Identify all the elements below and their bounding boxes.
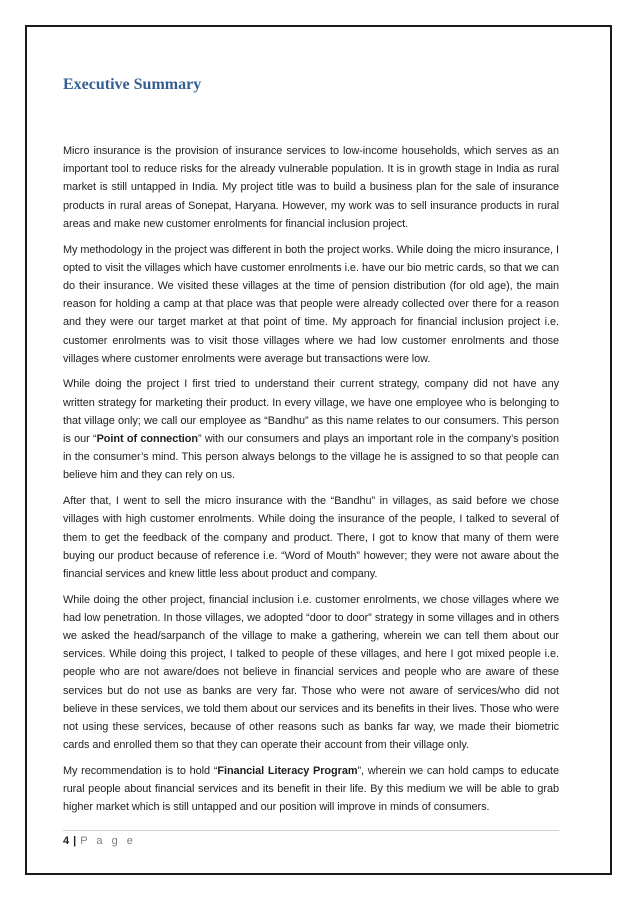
text-run: ”, wherein we can hold camps to educate rural people about financial services and its benefit in their life. By this medium we will be able to grab higher market which is still untapped and our position will improve in minds of consumers.: [63, 765, 559, 814]
paragraph-recommendation: [63, 762, 559, 817]
paragraph-feedback: After that, I went to sell the micro insurance with the “Bandhu” in villages, as said before we chose villages with high customer enrolments. While doing the insurance of the people, I talked to several of them to get the feedback of the company and product. There, I got to know that many of them were buying our product because of reference i.e. “Word of Mouth” however; they were not aware about the financial services and knew little less about product and company.: [63, 495, 559, 580]
paragraph-financial-inclusion: While doing the other project, financial inclusion i.e. customer enrolments, we chose villages where we had low penetration. In those villages, we adopted “door to door” strategy in some villages and in others we asked the head/sarpanch of the village to make a gathering, wherein we can tell them about our services. While doing this project, I talked to people of these villages, and here I got mixed people i.e. people who are not aware/does not believe in financial services and people who are aware of these services but do not use as banks are very far. Those who were not aware of services/who did not believe in these services, we told them about our services and its benefits in their lives. Those who were not using these services, because of other reasons such as banks far way, we made their biometric cards and enrolled them so that they can operate their account from their village only.: [63, 593, 559, 752]
bold-phrase-point-of-connection: Point of connection: [96, 433, 198, 446]
page-label: P a g e: [80, 835, 136, 847]
body-text: [63, 142, 559, 824]
text-run: My recommendation is to hold “: [63, 765, 218, 777]
text-run: ” with our consumers and plays an important role in the company’s position in the consumer’s mind. This person always belongs to the village he is assigned to so that people can believe him and they can rely on us.: [63, 433, 560, 482]
page-number: 4: [63, 835, 70, 847]
page-footer: [63, 835, 136, 847]
bold-phrase-financial-literacy-program: Financial Literacy Program: [217, 765, 358, 777]
section-heading: Executive Summary: [63, 76, 202, 93]
footer-separator: |: [73, 835, 77, 847]
paragraph-strategy: [63, 375, 559, 484]
paragraph-methodology: My methodology in the project was different in both the project works. While doing the micro insurance, I opted to visit the villages which have customer enrolments i.e. have our bio metric cards, so that we can do their insurance. We visited these villages at the time of pension distribution (for old age), the main reason for holding a camp at that place was that people were already collected over there for a reason and they were our target market at that point of time. My approach for financial inclusion project i.e. customer enrolments was to visit those villages where we had low customer enrolments and those villages where customer enrolments were average but transactions were low.: [63, 243, 559, 365]
footer-divider: [63, 830, 559, 831]
text-run: While doing the project I first tried to understand their current strategy, company did not have any written strategy for marketing their product. In every village, we have one employee who is belonging to that village only; we call our employee as “Bandhu” as this name relates to our consumers. This person is our “: [63, 378, 559, 446]
paragraph-intro: Micro insurance is the provision of insurance services to low-income households, which serves as an important tool to reduce risks for the already vulnerable population. It is in growth stage in India as rural market is still untapped in India. My project title was to build a business plan for the sale of insurance products in rural areas of Sonepat, Haryana. However, my work was to sell insurance products in rural areas and make new customer enrolments for financial inclusion project.: [63, 145, 559, 230]
